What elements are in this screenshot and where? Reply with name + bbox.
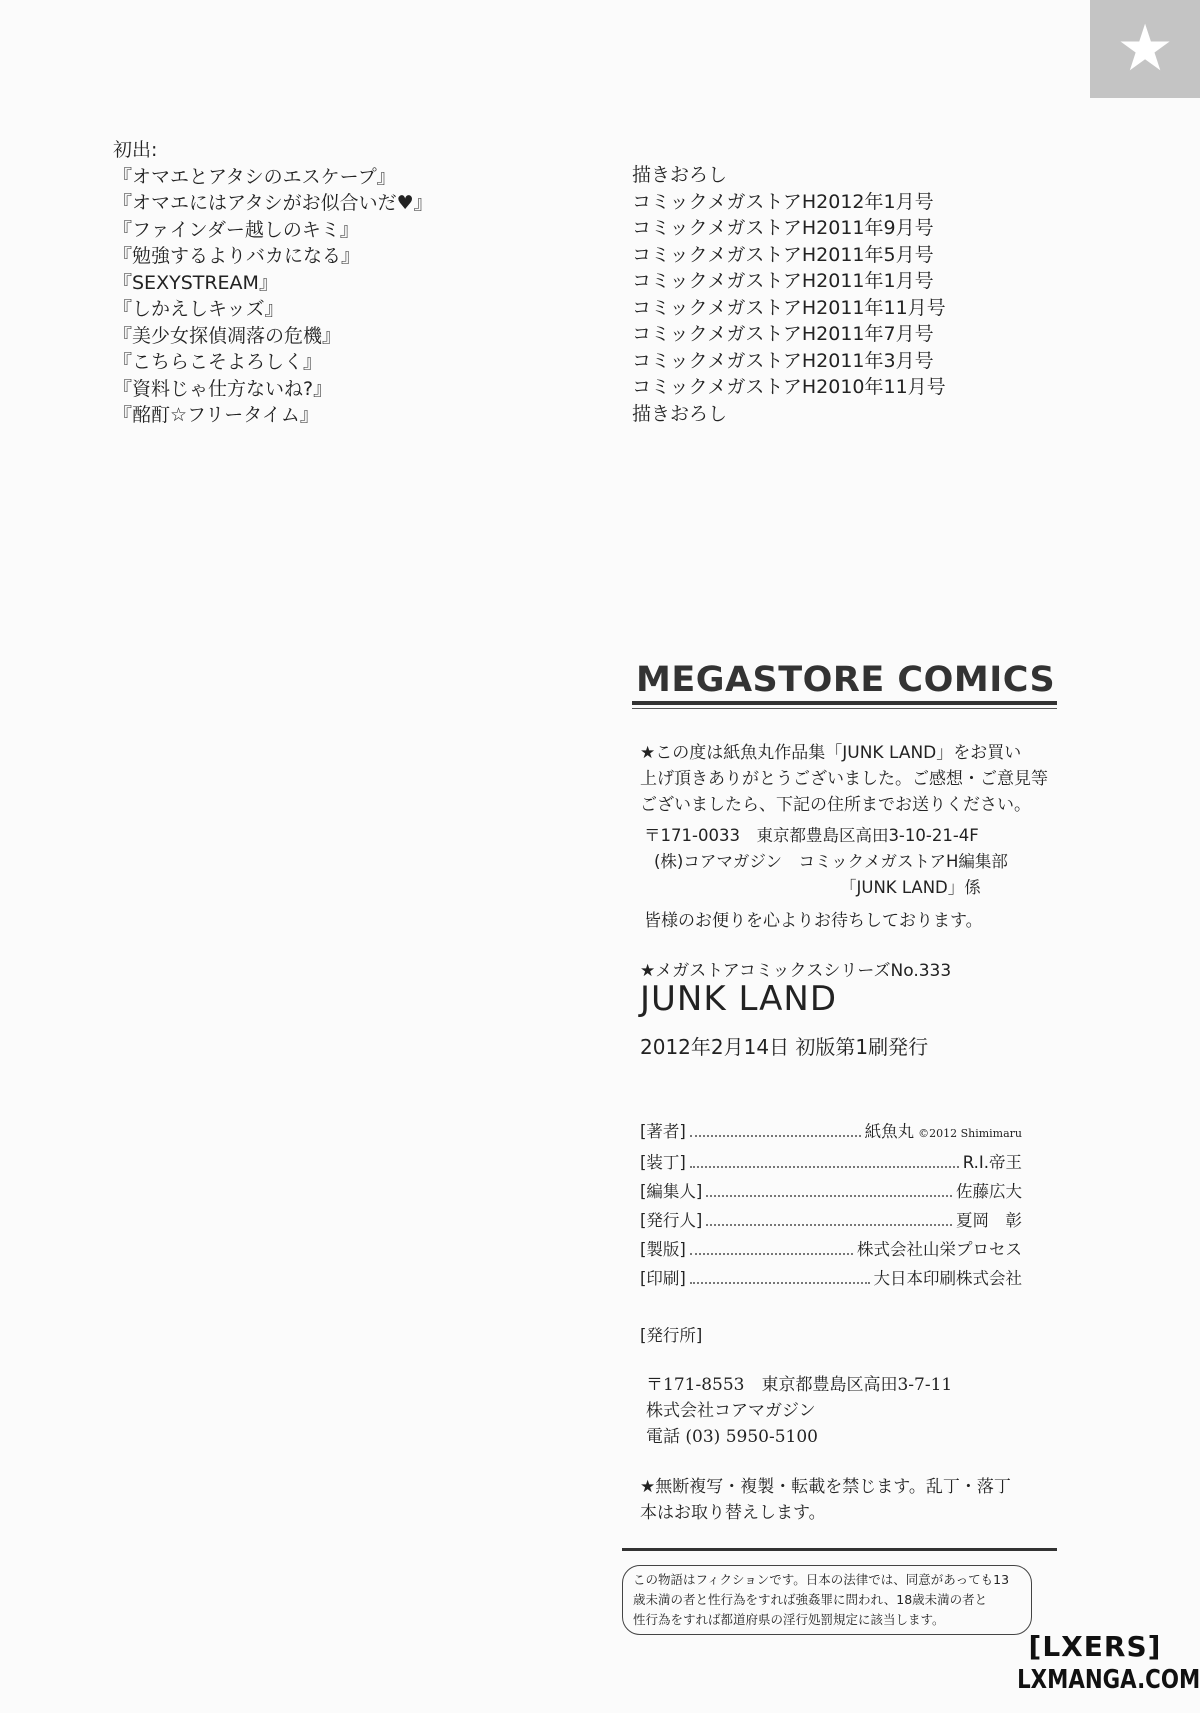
site-watermark	[1000, 1630, 1200, 1696]
fiction-line: 性行為をすれば都道府県の淫行処罰規定に該当します。	[633, 1612, 945, 1627]
credit-row	[640, 1235, 1022, 1264]
publisher-address-block	[646, 1372, 952, 1450]
credits-list	[640, 1117, 1022, 1293]
leader-dots	[690, 1166, 959, 1168]
story-title: 『勉強するよりバカになる』	[113, 245, 361, 267]
thanks-text: 皆様のお便りを心よりお待ちしております。	[644, 911, 983, 931]
story-title: 『ファインダー越しのキミ』	[113, 218, 359, 241]
leader-dots	[690, 1135, 861, 1137]
first-appearance-heading: 初出:	[113, 139, 158, 161]
copyright-note: ©2012 Shimimaru	[918, 1127, 1022, 1140]
story-source: コミックメガストアH2012年1月号	[632, 190, 934, 213]
book-title: JUNK LAND	[640, 979, 838, 1019]
credit-row	[640, 1117, 1022, 1148]
notice-line: 上げ頂きありがとうございました。ご感想・ご意見等	[640, 769, 1048, 789]
leader-dots	[706, 1224, 952, 1226]
leader-dots	[706, 1195, 952, 1197]
series-number: ★メガストアコミックスシリーズNo.333	[640, 961, 952, 981]
first-appearance-titles	[113, 137, 533, 429]
corner-star-tab	[1090, 0, 1200, 98]
story-title: 『資料じゃ仕方ないね?』	[113, 377, 333, 400]
address-line: (株)コアマガジン コミックメガストアH編集部	[654, 852, 1008, 871]
story-title: 『SEXYSTREAM』	[113, 271, 278, 294]
credit-value: 大日本印刷株式会社	[873, 1269, 1022, 1288]
credit-row	[640, 1264, 1022, 1293]
publication-date: 2012年2月14日 初版第1刷発行	[640, 1035, 929, 1059]
copy-warning	[640, 1474, 1011, 1526]
credit-label: [装丁]	[640, 1153, 686, 1172]
warning-line: ★無断複写・複製・転載を禁じます。乱丁・落丁	[640, 1477, 1011, 1497]
brand-rule	[632, 701, 1057, 705]
story-source: コミックメガストアH2011年1月号	[632, 270, 934, 292]
credit-row	[640, 1177, 1022, 1206]
reader-notice	[640, 740, 1080, 818]
bottom-rule	[622, 1548, 1057, 1551]
watermark-line: LXMANGA.COM	[1017, 1665, 1200, 1695]
story-title: 『オマエとアタシのエスケープ』	[113, 165, 396, 188]
story-title: 『オマエにはアタシがお似合いだ♥』	[113, 192, 433, 214]
leader-dots	[690, 1253, 853, 1255]
star-icon: ★	[1116, 12, 1174, 86]
story-title: 『美少女探偵凋落の危機』	[113, 324, 342, 347]
publisher-address: 〒171-8553 東京都豊島区高田3-7-11	[646, 1375, 953, 1395]
credit-label: [著者]	[640, 1122, 686, 1141]
story-source: コミックメガストアH2011年7月号	[632, 323, 934, 345]
first-appearance-sources	[632, 162, 1052, 427]
credit-label: [印刷]	[640, 1269, 686, 1288]
credit-label: [発行人]	[640, 1211, 703, 1230]
leader-dots	[690, 1282, 870, 1284]
watermark-line: [LXERS]	[1028, 1630, 1162, 1663]
story-source: 描きおろし	[632, 402, 728, 425]
brand-rule-thin	[632, 708, 1057, 709]
publisher-phone: 電話 (03) 5950-5100	[646, 1427, 818, 1447]
fiction-line: この物語はフィクションです。日本の法律では、同意があっても13	[633, 1572, 1010, 1587]
story-source: コミックメガストアH2011年5月号	[632, 243, 934, 266]
credit-row	[640, 1148, 1022, 1177]
credit-value: 佐藤広大	[956, 1182, 1022, 1201]
story-source: コミックメガストアH2011年11月号	[632, 296, 946, 319]
brand-logo-text: MEGASTORE COMICS	[636, 660, 1056, 700]
credit-label: [編集人]	[640, 1182, 703, 1201]
credit-value: R.I.帝王	[962, 1153, 1022, 1172]
credit-value: 夏岡 彰	[956, 1211, 1022, 1230]
address-line: 「JUNK LAND」係	[840, 878, 981, 897]
story-title: 『酩酊☆フリータイム』	[113, 404, 319, 426]
story-source: コミックメガストアH2011年3月号	[632, 349, 934, 372]
story-source: コミックメガストアH2011年9月号	[632, 217, 934, 239]
editorial-address	[644, 823, 1008, 901]
warning-line: 本はお取り替えします。	[640, 1503, 826, 1523]
fiction-line: 歳未満の者と性行為をすれば強姦罪に問われ、18歳未満の者と	[633, 1592, 988, 1607]
story-title: 『こちらこそよろしく』	[113, 351, 323, 373]
story-title: 『しかえしキッズ』	[113, 298, 284, 320]
credit-row	[640, 1206, 1022, 1235]
story-source: コミックメガストアH2010年11月号	[632, 376, 946, 398]
address-line: 〒171-0033 東京都豊島区高田3-10-21-4F	[644, 826, 979, 845]
credit-label: [製版]	[640, 1240, 686, 1259]
notice-line: ★この度は紙魚丸作品集「JUNK LAND」をお買い	[640, 743, 1022, 763]
credit-value: 株式会社山栄プロセス	[857, 1240, 1022, 1259]
notice-line: ございましたら、下記の住所までお送りください。	[640, 795, 1031, 815]
publisher-company: 株式会社コアマガジン	[646, 1401, 816, 1421]
fiction-notice-box	[622, 1565, 1032, 1635]
credit-value: 紙魚丸	[864, 1122, 915, 1141]
publisher-label: [発行所]	[640, 1326, 703, 1345]
story-source: 描きおろし	[632, 164, 728, 186]
